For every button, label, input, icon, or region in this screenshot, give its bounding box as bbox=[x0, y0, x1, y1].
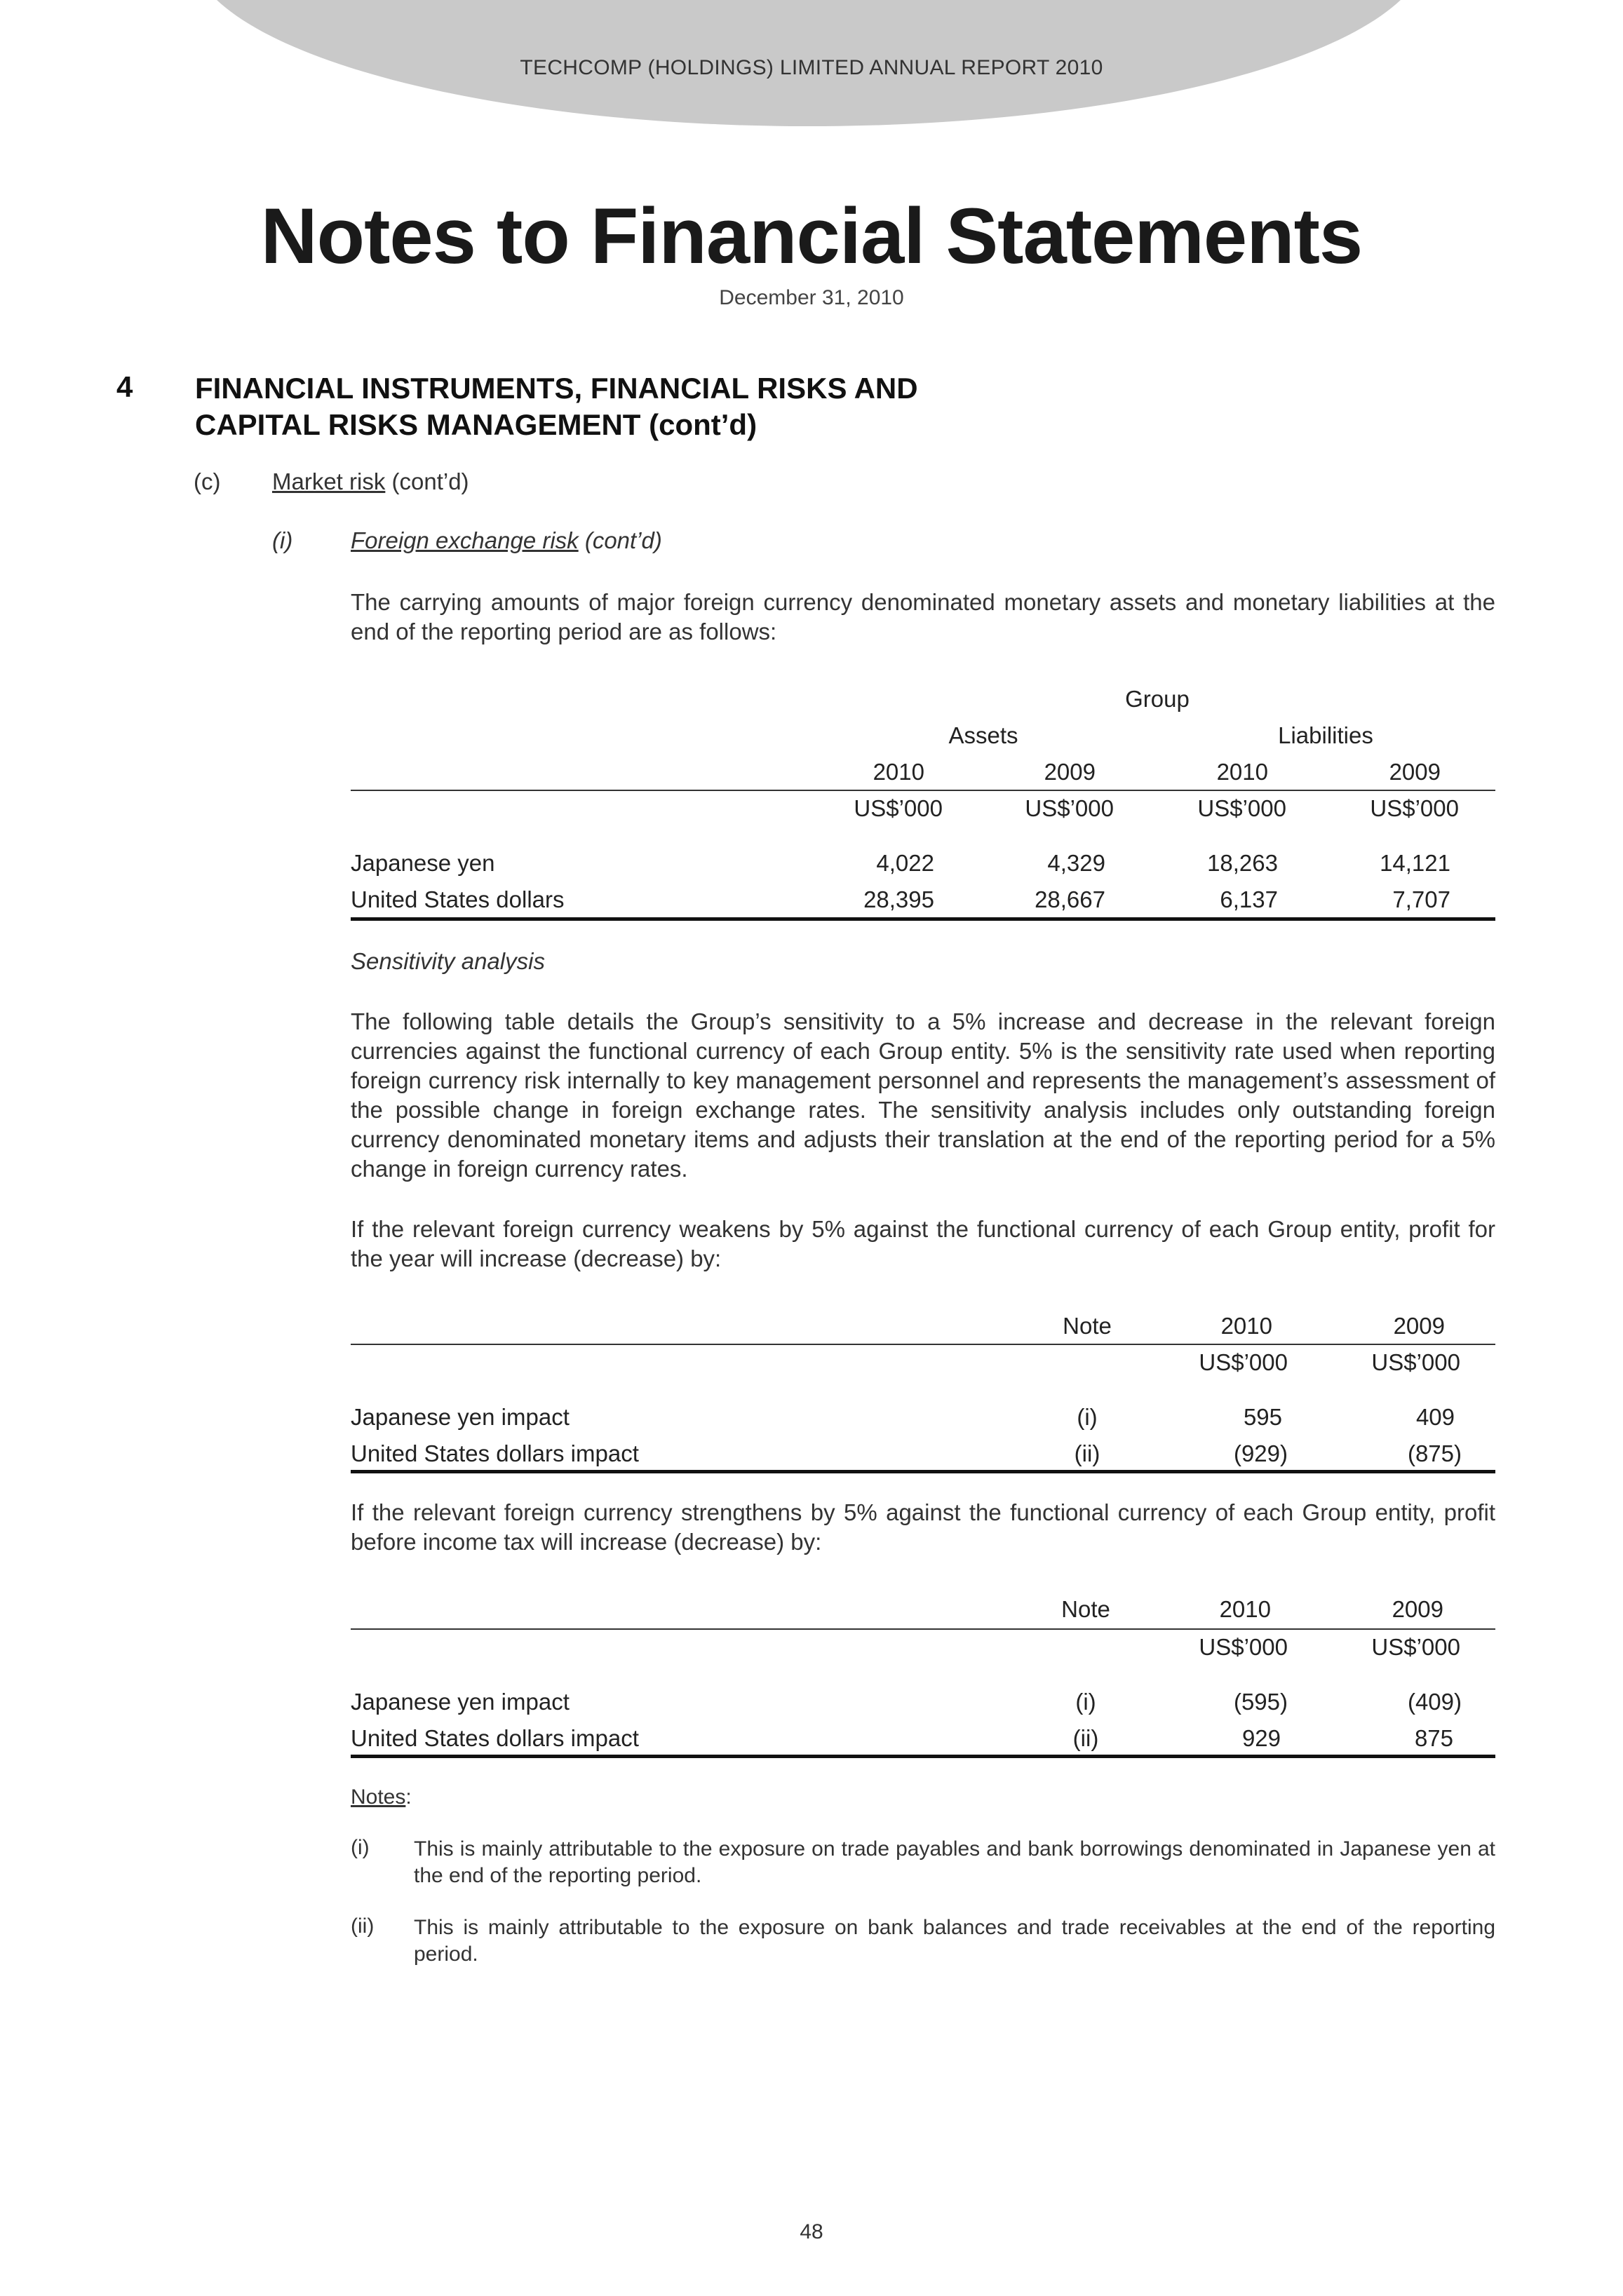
table1-header-rule bbox=[351, 790, 1495, 791]
section-title-line-2: CAPITAL RISKS MANAGEMENT (cont’d) bbox=[195, 408, 757, 441]
notes-heading bbox=[351, 1785, 412, 1809]
note-text: This is mainly attributable to the exposure on trade payables and bank borrowings denominated in Japanese yen at the end of the reporting period. bbox=[414, 1837, 1495, 1887]
subsection-heading bbox=[272, 468, 469, 495]
table1-unit-header: US$’000 bbox=[854, 795, 943, 821]
subsection-title: Market risk bbox=[272, 468, 386, 494]
table-row-note: (i) bbox=[1075, 1689, 1096, 1715]
table1-year-header: 2010 bbox=[873, 759, 924, 785]
table-row-label: Japanese yen impact bbox=[351, 1689, 570, 1715]
table2-year-header: 2010 bbox=[1220, 1313, 1272, 1339]
table-row-note: (ii) bbox=[1072, 1725, 1099, 1751]
subsubsection-suffix: (cont’d) bbox=[578, 527, 662, 553]
table-cell: (409) bbox=[1407, 1689, 1462, 1715]
table3-year-header: 2010 bbox=[1219, 1596, 1271, 1622]
table1-liabilities-header: Liabilities bbox=[1278, 722, 1373, 748]
table1-assets-header: Assets bbox=[948, 722, 1018, 748]
table-cell: (595) bbox=[1233, 1689, 1288, 1715]
table1-year-header: 2009 bbox=[1044, 759, 1096, 785]
table-row-note: (ii) bbox=[1074, 1440, 1100, 1466]
table2-year-header: 2009 bbox=[1393, 1313, 1445, 1339]
section-number: 4 bbox=[116, 370, 133, 403]
table2-note-header: Note bbox=[1063, 1313, 1112, 1339]
notes-heading-colon: : bbox=[405, 1785, 412, 1809]
table-cell: 875 bbox=[1414, 1725, 1453, 1751]
table-row-label: Japanese yen impact bbox=[351, 1404, 570, 1430]
note-label: (ii) bbox=[351, 1915, 375, 1938]
note-text: This is mainly attributable to the exposure on bank balances and trade receivables at the end of the reporting period. bbox=[414, 1916, 1495, 1966]
table-cell: (875) bbox=[1407, 1440, 1462, 1466]
section-title-line-1: FINANCIAL INSTRUMENTS, FINANCIAL RISKS AND bbox=[195, 372, 918, 405]
table1-unit-header: US$’000 bbox=[1025, 795, 1114, 821]
table-row-label: United States dollars impact bbox=[351, 1725, 639, 1751]
table-cell: 595 bbox=[1243, 1404, 1282, 1430]
table3-header-rule bbox=[351, 1628, 1495, 1630]
table3-bottom-rule bbox=[351, 1755, 1495, 1758]
intro-paragraph: The carrying amounts of major foreign currency denominated monetary assets and monetary liabilities at the end of the reporting period are as follows: bbox=[351, 589, 1495, 644]
subsubsection-label: (i) bbox=[272, 527, 293, 553]
table-cell: 7,707 bbox=[1392, 886, 1450, 912]
table3-unit-header: US$’000 bbox=[1199, 1634, 1288, 1660]
strengthens-paragraph: If the relevant foreign currency strengthens by 5% against the functional currency of each Group entity, profit before income tax will increase (decrease) by: bbox=[351, 1499, 1495, 1555]
subsection-label: (c) bbox=[194, 468, 221, 494]
table-cell: 4,329 bbox=[1047, 850, 1105, 876]
table2-unit-header: US$’000 bbox=[1199, 1349, 1288, 1375]
table1-bottom-rule bbox=[351, 917, 1495, 921]
table1-year-header: 2010 bbox=[1216, 759, 1268, 785]
subsubsection-title: Foreign exchange risk bbox=[351, 527, 579, 553]
table-cell: 28,667 bbox=[1035, 886, 1105, 912]
table2-bottom-rule bbox=[351, 1470, 1495, 1473]
table-cell: 4,022 bbox=[876, 850, 934, 876]
table-row-label: United States dollars impact bbox=[351, 1440, 639, 1466]
page-number: 48 bbox=[800, 2220, 823, 2243]
sensitivity-paragraph: The following table details the Group’s sensitivity to a 5% increase and decrease in the relevant foreign currencies against the functional currency of each Group entity. 5% is the sensitivity rate used when reporting foreign currency risk internally to key management personnel and represents the management’s assessment of the possible change in foreign exchange rates. The sensitivity analysis includes only outstanding foreign currency denominated monetary items and adjusts their translation at the end of the reporting period for a 5% change in foreign currency rates. bbox=[351, 1008, 1495, 1182]
table3-year-header: 2009 bbox=[1392, 1596, 1443, 1622]
table1-unit-header: US$’000 bbox=[1370, 795, 1459, 821]
table-cell: 18,263 bbox=[1207, 850, 1278, 876]
page-date: December 31, 2010 bbox=[719, 286, 904, 309]
table-row-note: (i) bbox=[1077, 1404, 1098, 1430]
table1-year-header: 2009 bbox=[1389, 759, 1441, 785]
table-cell: 28,395 bbox=[863, 886, 934, 912]
note-label: (i) bbox=[351, 1836, 370, 1859]
table1-group-header: Group bbox=[1125, 686, 1190, 712]
table2-header-rule bbox=[351, 1344, 1495, 1345]
table3-note-header: Note bbox=[1061, 1596, 1110, 1622]
subsection-suffix: (cont’d) bbox=[385, 468, 469, 494]
table-cell: 409 bbox=[1415, 1404, 1455, 1430]
table-row-label: United States dollars bbox=[351, 886, 565, 912]
table2-unit-header: US$’000 bbox=[1371, 1349, 1460, 1375]
table1-unit-header: US$’000 bbox=[1197, 795, 1286, 821]
table-row-label: Japanese yen bbox=[351, 850, 495, 876]
running-head: TECHCOMP (HOLDINGS) LIMITED ANNUAL REPORT 2010 bbox=[520, 56, 1103, 79]
table3-unit-header: US$’000 bbox=[1371, 1634, 1460, 1660]
notes-heading-text: Notes bbox=[351, 1785, 406, 1809]
sensitivity-heading: Sensitivity analysis bbox=[351, 948, 545, 974]
table-cell: (929) bbox=[1233, 1440, 1288, 1466]
table-cell: 6,137 bbox=[1220, 886, 1278, 912]
table-cell: 14,121 bbox=[1380, 850, 1450, 876]
page-title: Notes to Financial Statements bbox=[260, 192, 1363, 280]
section-title bbox=[195, 370, 918, 443]
table-cell: 929 bbox=[1241, 1725, 1281, 1751]
weakens-paragraph: If the relevant foreign currency weakens by 5% against the functional currency of each Group entity, profit for the year will increase (decrease) by: bbox=[351, 1216, 1495, 1271]
subsubsection-heading bbox=[351, 527, 662, 554]
